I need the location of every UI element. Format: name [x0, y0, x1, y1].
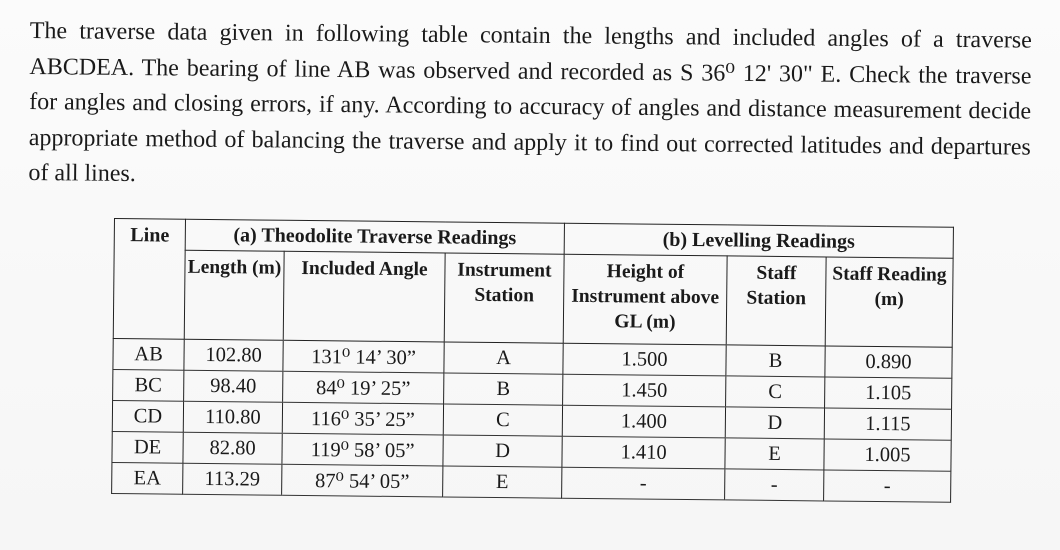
cell-instrument-station: C	[443, 404, 562, 436]
col-header-length: Length (m)	[184, 250, 284, 340]
cell-length: 82.80	[183, 432, 282, 464]
group-header-theodolite: (a) Theodolite Traverse Readings	[185, 219, 564, 254]
traverse-table	[111, 218, 954, 503]
cell-staff-reading: -	[824, 470, 951, 502]
cell-height-of-instrument: 1.400	[562, 405, 725, 438]
cell-line: AB	[113, 338, 184, 370]
col-header-height-of-instrument: Height of Instrument above GL (m)	[563, 254, 727, 345]
col-header-instrument-station: Instrument Station	[444, 253, 564, 343]
cell-instrument-station: E	[443, 466, 562, 498]
cell-staff-reading: 1.105	[825, 377, 952, 409]
cell-staff-reading: 1.115	[824, 408, 951, 440]
col-header-line: Line	[113, 219, 185, 340]
problem-statement: The traverse data given in following table contain the lengths and included angles of a traverse ABCDEA. The bearing of line AB was observed and recorded as S 36⁰ 12' 30" E. Check the traverse for angles and closing errors, if any. According to accuracy of angles and distance measurement decide appropriate method of balancing the traverse and apply it to find out corrected latitudes and departures of all lines.	[28, 17, 1032, 188]
col-header-included-angle: Included Angle	[283, 251, 445, 342]
cell-staff-station: -	[725, 469, 824, 501]
cell-length: 98.40	[184, 370, 283, 402]
cell-length: 113.29	[183, 463, 282, 495]
cell-staff-station: C	[726, 376, 825, 408]
cell-height-of-instrument: 1.500	[563, 343, 726, 376]
cell-length: 102.80	[184, 339, 283, 371]
cell-instrument-station: D	[443, 435, 562, 467]
col-header-staff-reading: Staff Reading (m)	[825, 257, 953, 347]
cell-staff-station: D	[725, 407, 824, 439]
cell-height-of-instrument: -	[562, 467, 725, 500]
cell-instrument-station: B	[444, 373, 563, 405]
cell-height-of-instrument: 1.410	[562, 436, 725, 469]
cell-included-angle: 131⁰ 14’ 30”	[283, 340, 444, 373]
cell-line: EA	[112, 462, 183, 494]
cell-included-angle: 116⁰ 35’ 25”	[282, 402, 443, 435]
cell-staff-reading: 1.005	[824, 439, 951, 471]
cell-included-angle: 87⁰ 54’ 05”	[282, 464, 443, 497]
cell-line: DE	[112, 431, 183, 463]
traverse-table-wrapper	[111, 218, 954, 503]
cell-length: 110.80	[183, 401, 282, 433]
cell-staff-reading: 0.890	[825, 346, 952, 378]
col-header-staff-station: Staff Station	[726, 256, 826, 346]
cell-height-of-instrument: 1.450	[563, 374, 726, 407]
cell-line: BC	[113, 369, 184, 401]
cell-included-angle: 119⁰ 58’ 05”	[282, 433, 443, 466]
cell-line: CD	[112, 400, 183, 432]
table-column-header-row	[113, 250, 953, 348]
group-header-levelling: (b) Levelling Readings	[564, 223, 953, 258]
cell-staff-station: B	[726, 345, 825, 377]
cell-included-angle: 84⁰ 19’ 25”	[283, 371, 444, 404]
cell-instrument-station: A	[444, 342, 563, 374]
cell-staff-station: E	[725, 438, 824, 470]
